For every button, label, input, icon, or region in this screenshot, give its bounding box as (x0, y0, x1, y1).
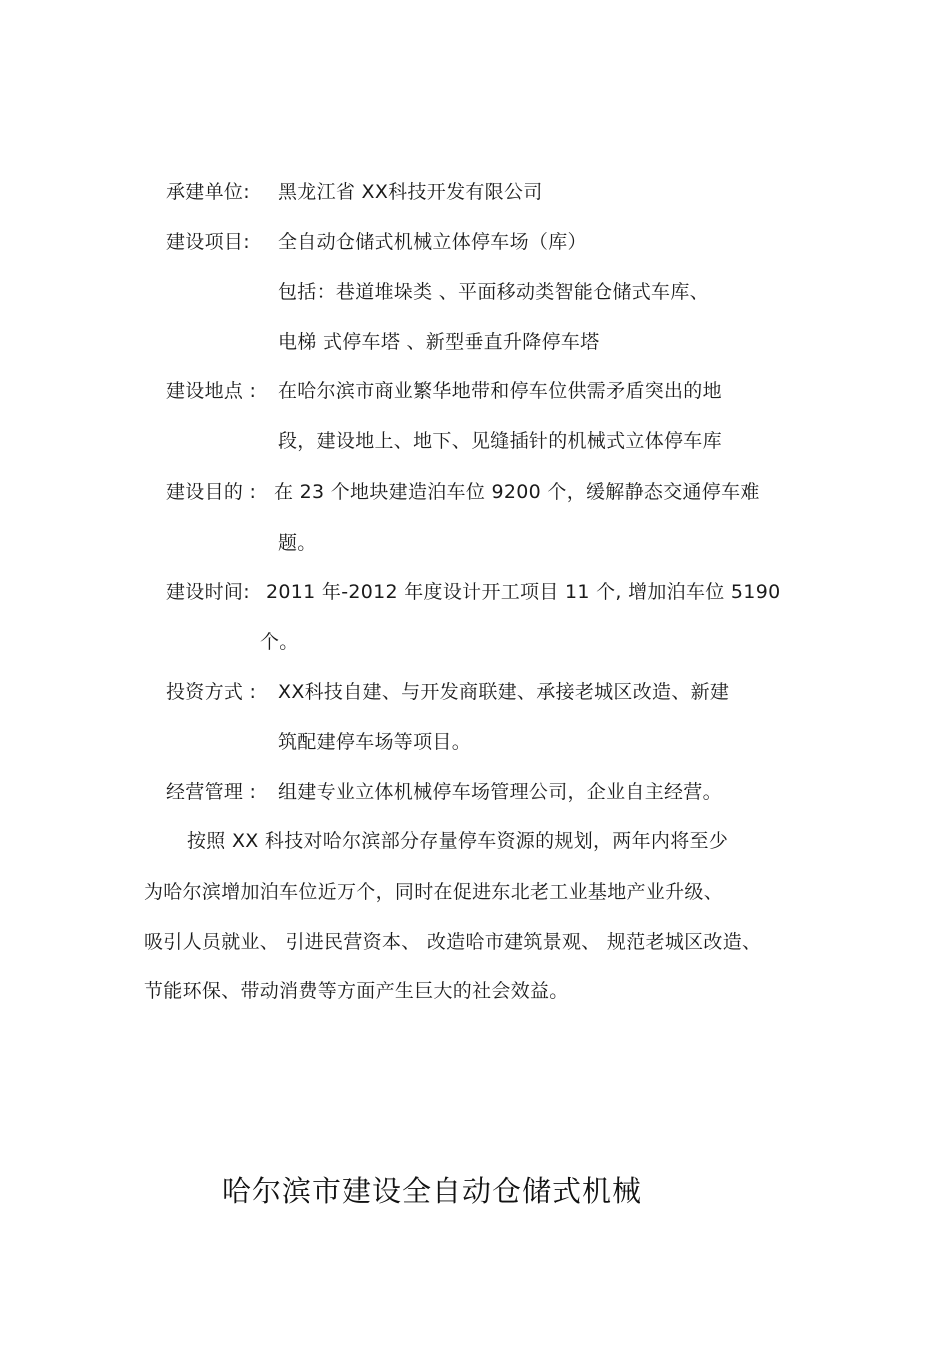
field-value-time: 2011 年-2012 年度设计开工项目 11 个, 增加泊车位 5190 (266, 581, 781, 603)
field-label-contractor: 承建单位: (166, 181, 250, 203)
field-value-investment-line2: 筑配建停车场等项目。 (278, 731, 472, 753)
field-value-management: 组建专业立体机械停车场管理公司，企业自主经营。 (278, 781, 722, 803)
field-value-project-line2: 包括：巷道堆垛类 、平面移动类智能仓储式车库、 (278, 281, 709, 303)
field-value-project-line3: 电梯 式停车塔 、新型垂直升降停车塔 (278, 331, 600, 353)
field-label-management: 经营管理 : (166, 781, 257, 803)
field-label-project: 建设项目: (166, 231, 250, 253)
field-label-location: 建设地点 : (166, 380, 257, 402)
document-title: 哈尔滨市建设全自动仓储式机械 (222, 1174, 643, 1208)
paragraph-line-4: 节能环保、带动消费等方面产生巨大的社会效益。 (144, 980, 569, 1002)
field-value-location-line2: 段，建设地上、地下、见缝插针的机械式立体停车库 (278, 430, 722, 452)
paragraph-line-1: 按照 XX 科技对哈尔滨部分存量停车资源的规划，两年内将至少 (187, 830, 729, 852)
field-label-investment: 投资方式 : (166, 681, 257, 703)
field-value-project: 全自动仓储式机械立体停车场（库） (278, 231, 587, 253)
field-value-contractor: 黑龙江省 XX科技开发有限公司 (278, 181, 543, 203)
field-value-purpose: 在 23 个地块建造泊车位 9200 个，缓解静态交通停车难 (274, 481, 760, 503)
field-value-investment: XX科技自建、与开发商联建、承接老城区改造、新建 (278, 681, 730, 703)
paragraph-line-2: 为哈尔滨增加泊车位近万个，同时在促进东北老工业基地产业升级、 (144, 881, 724, 903)
field-value-location: 在哈尔滨市商业繁华地带和停车位供需矛盾突出的地 (278, 380, 722, 402)
field-label-time: 建设时间: (166, 581, 250, 603)
field-value-time-line2: 个。 (260, 631, 299, 653)
paragraph-line-3: 吸引人员就业、 引进民营资本、 改造哈市建筑景观、 规范老城区改造、 (144, 931, 762, 953)
field-label-purpose: 建设目的 : (166, 481, 257, 503)
field-value-purpose-line2: 题。 (278, 532, 317, 554)
